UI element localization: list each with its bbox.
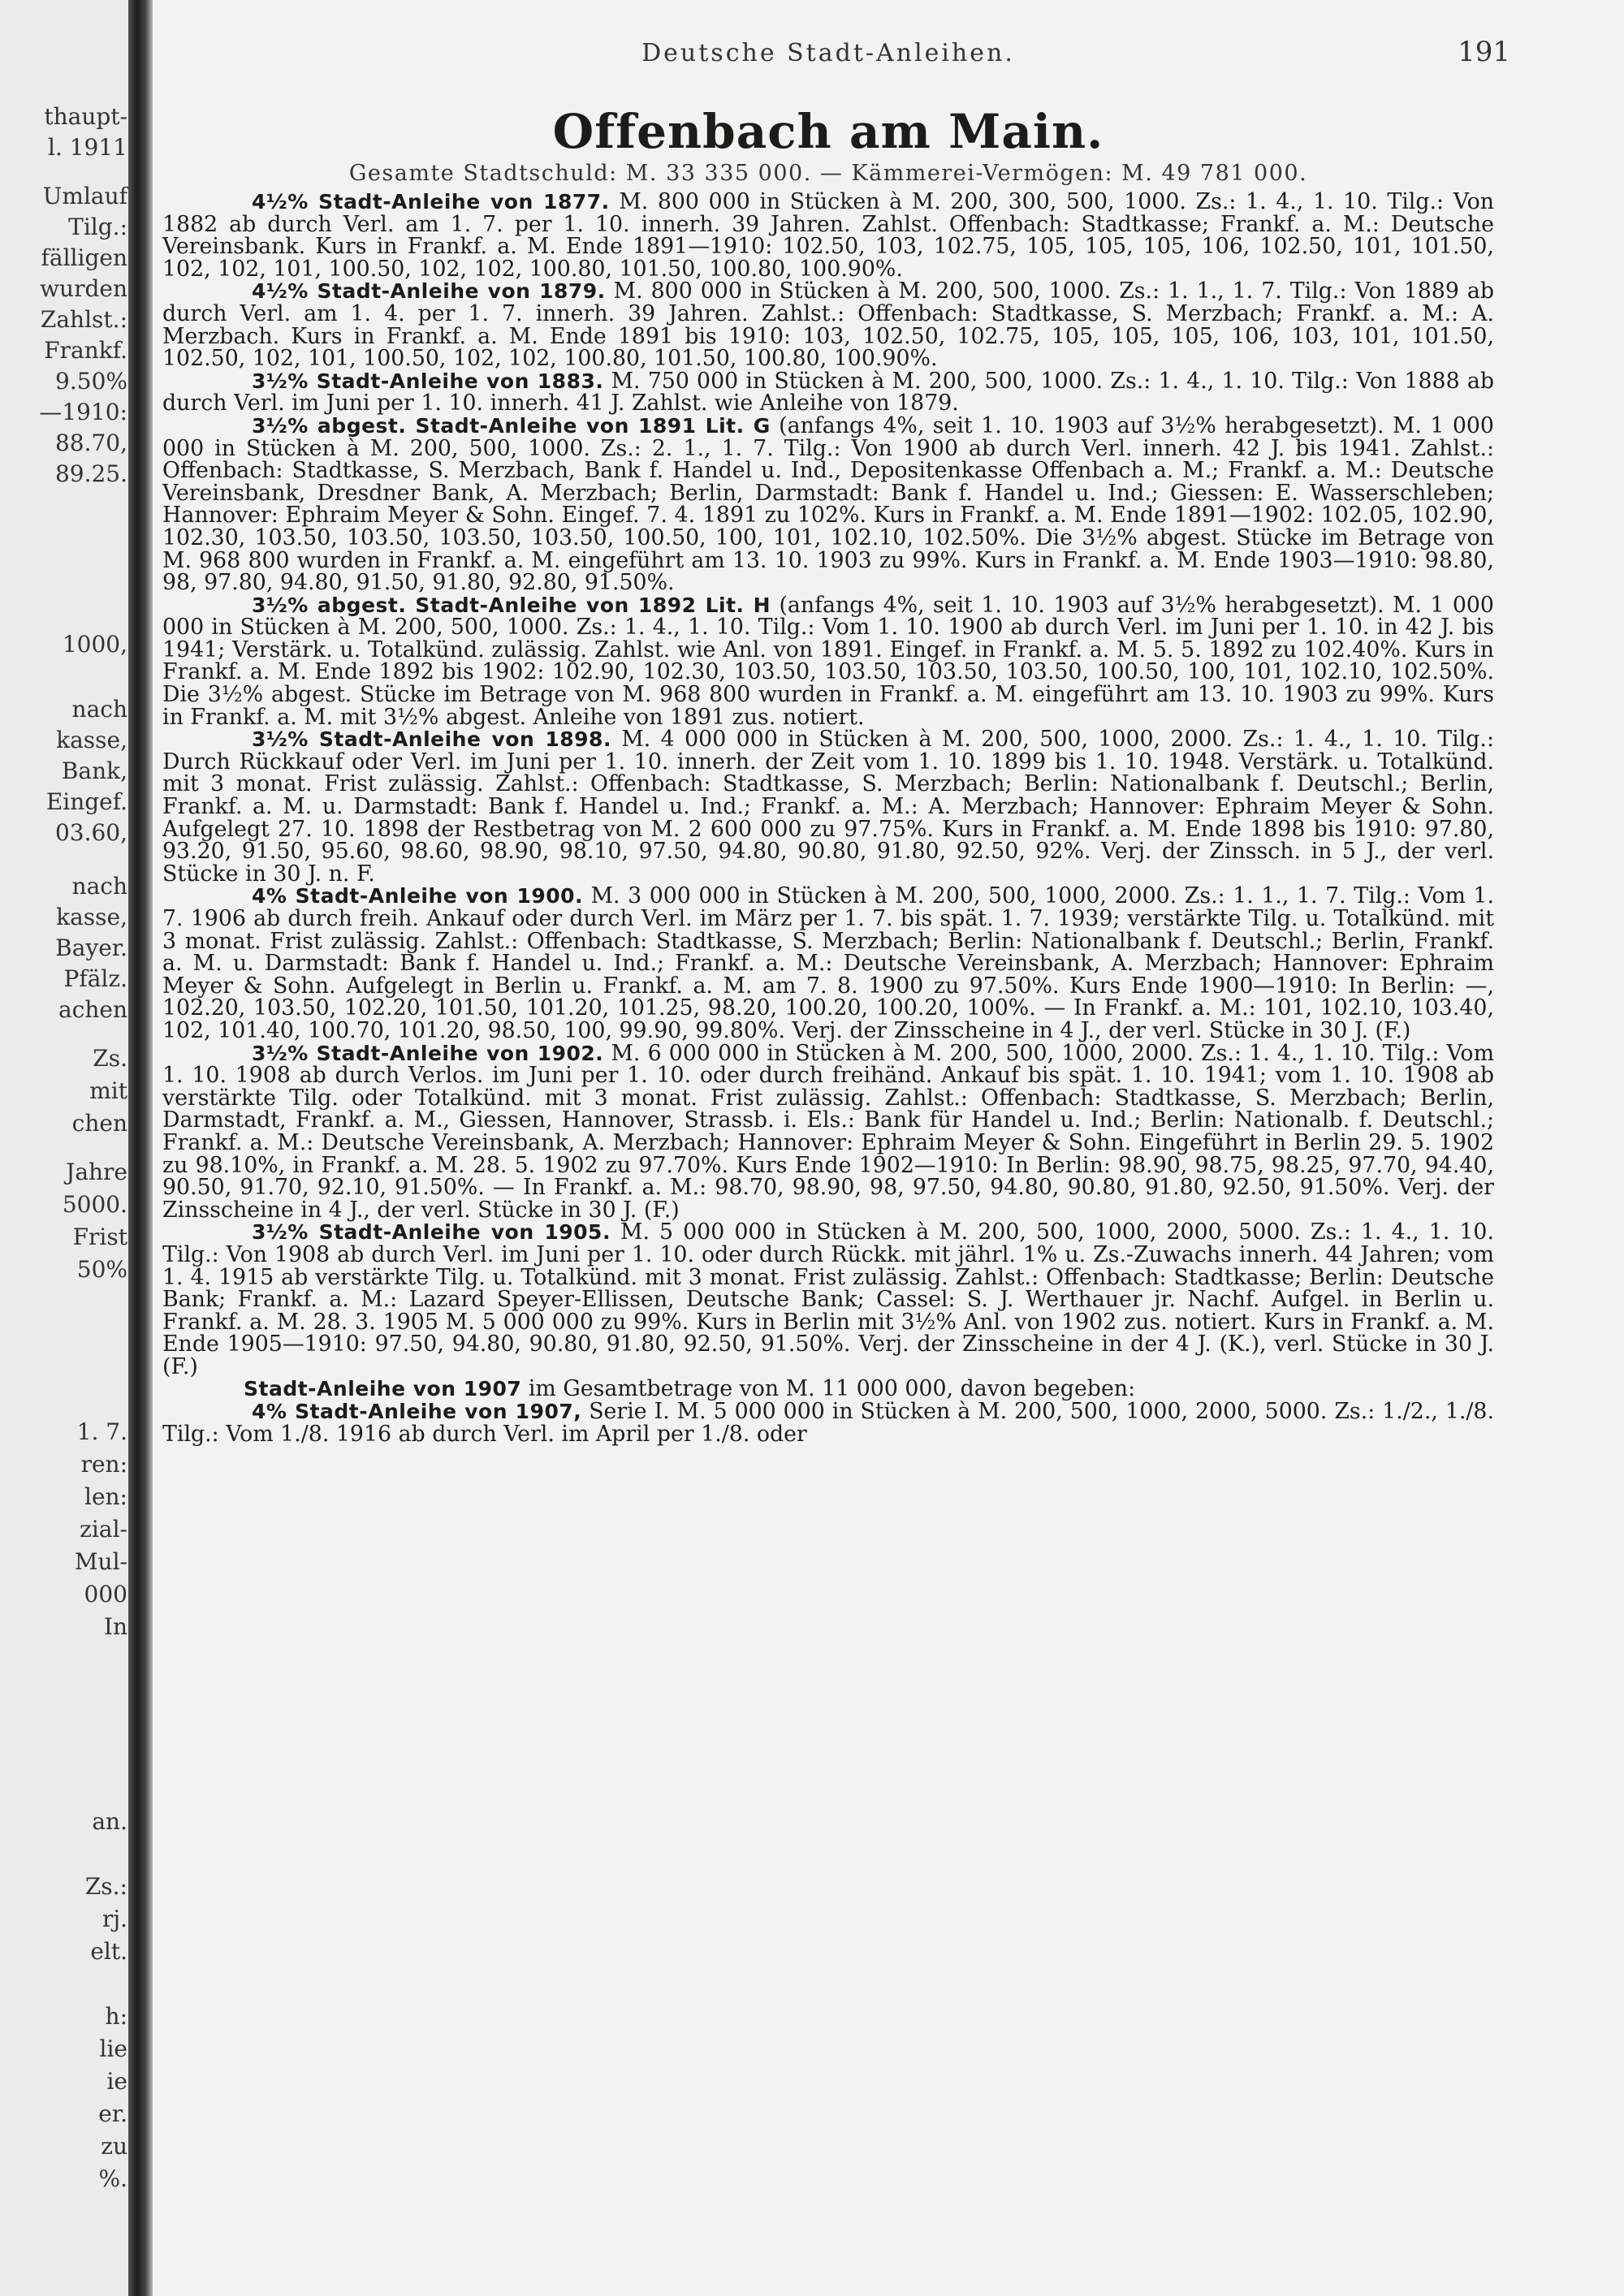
bond-entry: [162, 885, 1494, 1042]
adjacent-page-fragment: lie: [99, 2035, 127, 2062]
page-number: 191: [1458, 36, 1510, 68]
adjacent-page-fragment: er.: [98, 2100, 127, 2127]
bond-heading: 3½% abgest. Stadt-Anleihe von 1892 Lit. H: [252, 593, 771, 617]
adjacent-page-fragment: zial-: [80, 1516, 127, 1543]
adjacent-page-fragment: Bank,: [61, 757, 127, 784]
adjacent-page-fragment: zu: [101, 2133, 127, 2160]
adjacent-page-fragment: Eingef.: [45, 788, 127, 815]
bond-text: (anfangs 4%, seit 1. 10. 1903 auf 3½% herabgesetzt). M. 1 000 000 in Stücken à M. 200, 500, 1000. Zs.: 2. 1., 1. 7. Tilg.: Von 1900 ab durch Verl. innerh. 42 J. bis 1941. Zahlst.: Offenbach: Stadtkasse, S. Merzbach, Bank f. Handel u. Ind., Depositenkasse Offenbach a. M.; Frankf. a. M.: Deutsche Vereinsbank, Dresdner Bank, A. Merzbach; Berlin, Darmstadt: Bank f. Handel u. Ind.; Giessen: E. Wasserschleben; Hannover: Ephraim Meyer & Sohn. Eingef. 7. 4. 1891 zu 102%. Kurs in Frankf. a. M. Ende 1891—1902: 102.05, 102.90, 102.30, 103.50, 103.50, 103.50, 103.50, 100.50, 100, 101, 102.10, 102.50%. Die 3½% abgest. Stücke im Betrage von M. 968 800 wurden in Frankf. a. M. eingeführt am 13. 10. 1903 zu 99%. Kurs in Frankf. a. M. Ende 1903—1910: 98.80, 98, 97.80, 94.80, 91.50, 91.80, 92.80, 91.50%.: [162, 412, 1494, 596]
bond-text: M. 6 000 000 in Stücken à M. 200, 500, 1000, 2000. Zs.: 1. 4., 1. 10. Tilg.: Vom 1. 10. 1908 ab durch Verlos. im Juni per 1. 10. oder durch freihänd. Ankauf bis spät. 1. 10. 1941; vom 1. 10. 1908 ab verstärkte Tilg. oder Totalkünd. mit 3 monat. Frist zulässig. Zahlst.: Offenbach: Stadtkasse, S. Merzbach; Berlin, Darmstadt, Frankf. a. M., Giessen, Hannover, Strassb. i. Els.: Bank für Handel u. Ind.; Berlin: Nationalb. f. Deutschl.; Frankf. a. M.: Deutsche Vereinsbank, A. Merzbach; Hannover: Ephraim Meyer & Sohn. Eingeführt in Berlin 29. 5. 1902 zu 98.10%, in Frankf. a. M. 28. 5. 1902 zu 97.70%. Kurs Ende 1902—1910: In Berlin: 98.90, 98.75, 98.25, 97.70, 94.40, 90.50, 91.70, 92.10, 91.50%. — In Frankf. a. M.: 98.70, 98.90, 98, 97.50, 94.80, 90.80, 91.80, 92.50, 91.50%. Verj. der Zinsscheine in 4 J., der verl. Stücke in 30 J. (F.): [162, 1040, 1494, 1223]
adjacent-page-fragment: nach: [71, 873, 127, 900]
bond-entry: [162, 594, 1494, 729]
adjacent-page-fragment: 89.25.: [54, 460, 127, 487]
adjacent-page-fragment: 03.60,: [54, 819, 127, 846]
adjacent-page-fragment: %.: [98, 2165, 127, 2192]
bond-heading: 4½% Stadt-Anleihe von 1879.: [252, 279, 606, 304]
adjacent-page-fragment: Jahre: [66, 1159, 127, 1185]
bond-heading: 4% Stadt-Anleihe von 1900.: [252, 884, 584, 908]
adjacent-page-fragment: achen: [58, 996, 127, 1023]
adjacent-page-fragment: kasse,: [56, 727, 127, 753]
bond-heading: 4½% Stadt-Anleihe von 1877.: [252, 190, 610, 214]
bond-heading: 3½% Stadt-Anleihe von 1902.: [252, 1041, 604, 1065]
adjacent-page-fragment: 50%: [76, 1256, 127, 1283]
section-text: im Gesamtbetrage von M. 11 000 000, davon begeben:: [528, 1376, 1136, 1402]
bond-text: M. 3 000 000 in Stücken à M. 200, 500, 1000, 2000. Zs.: 1. 1., 1. 7. Tilg.: Vom 1. 7. 1906 ab durch freih. Ankauf oder durch Verl. im März per 1. 7. bis spät. 1. 7. 1939; verstärkte Tilg. u. Totalkünd. mit 3 monat. Frist zulässig. Zahlst.: Offenbach: Stadtkasse, S. Merzbach; Berlin: Nationalbank f. Deutschl.; Berlin, Frankf. a. M. u. Darmstadt: Bank f. Handel u. Ind.; Frankf. a. M.: Deutsche Vereinsbank, A. Merzbach; Hannover: Ephraim Meyer & Sohn. Aufgelegt in Berlin u. Frankf. a. M. am 7. 8. 1900 zu 97.50%. Kurs Ende 1900—1910: In Berlin: —, 102.20, 103.50, 102.20, 101.50, 101.20, 101.25, 98.20, 100.20, 100.20, 100%. — In Frankf. a. M.: 101, 102.10, 103.40, 102, 101.40, 100.70, 101.20, 98.50, 100, 99.90, 99.80%. Verj. der Zinsscheine in 4 J., der verl. Stücke in 30 J. (F.): [162, 883, 1495, 1043]
bond-text: M. 800 000 in Stücken à M. 200, 300, 500, 1000. Zs.: 1. 4., 1. 10. Tilg.: Von 1882 ab durch Verl. am 1. 7. per 1. 10. innerh. 39 Jahren. Zahlst. Offenbach: Stadtkasse; Frankf. a. M.: Deutsche Vereinsbank. Kurs in Frankf. a. M. Ende 1891—1910: 102.50, 103, 102.75, 105, 105, 105, 106, 102.50, 101, 101.50, 102, 102, 101, 100.50, 102, 102, 100.80, 101.50, 100.80, 100.90%.: [162, 189, 1494, 282]
adjacent-page-fragment: 1. 7.: [76, 1418, 127, 1445]
adjacent-page-fragment: chen: [71, 1110, 127, 1137]
adjacent-page-fragment: 88.70,: [54, 429, 127, 456]
adjacent-page-fragment: elt.: [90, 1938, 127, 1965]
adjacent-page-fragment: Frankf.: [44, 337, 127, 364]
bond-entry: [162, 1042, 1494, 1222]
bond-text: M. 800 000 in Stücken à M. 200, 500, 1000. Zs.: 1. 1., 1. 7. Tilg.: Von 1889 ab durch Verl. am 1. 4. per 1. 7. innerh. 39 Jahren. Zahlst.: Offenbach: Stadtkasse, S. Merzbach; Frankf. a. M.: A. Merzbach. Kurs in Frankf. a. M. Ende 1891 bis 1910: 103, 102.50, 102.75, 105, 105, 105, 106, 103, 101, 101.50, 102.50, 102, 101, 100.50, 102, 102, 100.80, 101.50, 100.80, 100.90%.: [162, 278, 1494, 372]
debt-summary: Gesamte Stadtschuld: M. 33 335 000. — Kämmerei-Vermögen: M. 49 781 000.: [348, 161, 1308, 186]
bond-text: Serie I. M. 5 000 000 in Stücken à M. 200, 500, 1000, 2000, 5000. Zs.: 1./2., 1./8. Tilg.: Vom 1./8. 1916 ab durch Verl. im April per 1./8. oder: [162, 1399, 1494, 1447]
adjacent-page-fragment: nach: [71, 696, 127, 723]
adjacent-page-fragment: Mul-: [74, 1548, 127, 1575]
bond-entry: [162, 412, 1494, 596]
adjacent-page-fragment: ren:: [80, 1451, 127, 1478]
adjacent-page-fragment: Tilg.:: [68, 214, 127, 240]
section-heading: Stadt-Anleihe von 1907: [244, 1377, 522, 1401]
adjacent-page-margin: [0, 0, 134, 2296]
bond-entry: [162, 728, 1494, 885]
adjacent-page-fragment: Zs.: [93, 1045, 127, 1072]
bond-heading: 4% Stadt-Anleihe von 1907,: [252, 1400, 582, 1424]
adjacent-page-fragment: thaupt-: [44, 103, 127, 130]
adjacent-page-fragment: 9.50%: [55, 368, 127, 395]
adjacent-page-fragment: 5000.: [62, 1191, 127, 1218]
bond-text: (anfangs 4%, seit 1. 10. 1903 auf 3½% herabgesetzt). M. 1 000 000 in Stücken à M. 200, 500, 1000. Zs.: 1. 4., 1. 10. Tilg.: Vom 1. 10. 1900 ab durch Verl. im Juni per 1. 10. in 42 J. bis 1941; Verstärk. u. Totalkünd. zulässig. Zahlst. wie Anl. von 1891. Eingef. in Frankf. a. M. 5. 5. 1892 zu 102.40%. Kurs in Frankf. a. M. Ende 1892 bis 1902: 102.90, 102.30, 103.50, 103.50, 103.50, 103.50, 100.50, 100, 101, 102.10, 102.50%. Die 3½% abgest. Stücke im Betrage von M. 968 800 wurden in Frankf. a. M. eingeführt am 13. 10. 1903 zu 99%. Kurs in Frankf. a. M. mit 3½% abgest. Anleihe von 1891 zus. notiert.: [162, 592, 1494, 730]
adjacent-page-fragment: kasse,: [56, 904, 127, 930]
running-head-title: Deutsche Stadt-Anleihen.: [641, 39, 1015, 67]
adjacent-page-fragment: an.: [92, 1808, 127, 1835]
adjacent-page-fragment: Bayer.: [55, 934, 127, 961]
adjacent-page-fragment: rj.: [102, 1905, 127, 1932]
adjacent-page-fragment: —1910:: [39, 399, 127, 425]
bond-heading: 3½% Stadt-Anleihe von 1905.: [252, 1220, 611, 1245]
page-content: [162, 32, 1510, 1447]
adjacent-page-fragment: len:: [84, 1483, 127, 1510]
bond-entry: [162, 370, 1494, 415]
bond-entry: [162, 1221, 1494, 1378]
adjacent-page-fragment: ie: [106, 2068, 127, 2095]
adjacent-page-fragment: mit: [89, 1077, 127, 1104]
adjacent-page-fragment: In: [103, 1613, 127, 1640]
adjacent-page-fragment: l. 1911: [47, 134, 127, 161]
book-gutter: [128, 0, 153, 2296]
adjacent-page-fragment: Umlauf: [42, 183, 127, 209]
adjacent-page-fragment: Zahlst.:: [40, 306, 127, 333]
bond-entry: [162, 191, 1494, 280]
bond-text: M. 4 000 000 in Stücken à M. 200, 500, 1000, 2000. Zs.: 1. 4., 1. 10. Tilg.: Durch Rückkauf oder Verl. im Juni per 1. 10. innerh. der Zeit vom 1. 10. 1899 bis 1. 10. 1948. Verstärk. u. Totalkünd. mit 3 monat. Frist zulässig. Zahlst.: Offenbach: Stadtkasse, S. Merzbach; Berlin: Nationalbank f. Deutschl.; Berlin, Frankf. a. M. u. Darmstadt: Bank f. Handel u. Ind.; Frankf. a. M.: A. Merzbach; Hannover: Ephraim Meyer & Sohn. Aufgelegt 27. 10. 1898 der Restbetrag von M. 2 600 000 zu 97.75%. Kurs in Frankf. a. M. Ende 1898 bis 1910: 97.80, 93.20, 91.50, 95.60, 98.60, 98.90, 98.10, 97.50, 94.80, 90.80, 91.80, 92.50, 92%. Verj. der Zinssch. in 5 J., der verl. Stücke in 30 J. n. F.: [162, 727, 1494, 887]
adjacent-page-fragment: wurden: [40, 275, 127, 302]
bond-text: M. 5 000 000 in Stücken à M. 200, 500, 1000, 2000, 5000. Zs.: 1. 4., 1. 10. Tilg.: Von 1908 ab durch Verl. im Juni per 1. 10. oder durch Rückk. mit jährl. 1% u. Zs.-Zuwachs innerh. 44 Jahren; vom 1. 4. 1915 ab verstärkte Tilg. u. Totalkünd. mit 3 monat. Frist zulässig. Zahlst.: Offenbach: Stadtkasse; Berlin: Deutsche Bank; Frankf. a. M.: Lazard Speyer-Ellissen, Deutsche Bank; Cassel: S. J. Werthauer jr. Nachf. Aufgel. in Berlin u. Frankf. a. M. 28. 3. 1905 M. 5 000 000 zu 99%. Kurs in Berlin mit 3½% Anl. von 1902 zus. notiert. Kurs in Frankf. a. M. Ende 1905—1910: 97.50, 94.80, 90.80, 91.80, 92.50, 91.50%. Verj. der Zinsscheine in der 4 J. (K.), verl. Stücke in 30 J. (F.): [162, 1219, 1494, 1379]
adjacent-page-fragment: Zs.:: [84, 1873, 127, 1900]
bond-entry: [162, 1400, 1494, 1445]
adjacent-page-fragment: fälligen: [41, 244, 127, 271]
bond-entry: [162, 278, 1494, 372]
running-head: [162, 32, 1510, 81]
bond-text: M. 750 000 in Stücken à M. 200, 500, 1000. Zs.: 1. 4., 1. 10. Tilg.: Von 1888 ab durch Verl. im Juni per 1. 10. innerh. 41 J. Zahlst. wie Anleihe von 1879.: [162, 368, 1494, 416]
bond-heading: 3½% Stadt-Anleihe von 1883.: [252, 369, 604, 393]
bond-heading: 3½% abgest. Stadt-Anleihe von 1891 Lit. G: [252, 413, 771, 438]
adjacent-page-fragment: Frist: [72, 1224, 127, 1250]
bond-entries: [162, 191, 1494, 1445]
adjacent-page-fragment: Pfälz.: [63, 965, 127, 992]
city-heading: Offenbach am Main.: [552, 104, 1104, 159]
bond-heading: 3½% Stadt-Anleihe von 1898.: [252, 727, 611, 752]
adjacent-page-fragment: h:: [105, 2003, 127, 2030]
adjacent-page-fragment: 1000,: [62, 631, 127, 658]
section-1907: [162, 1378, 1494, 1400]
adjacent-page-fragment: 000: [84, 1581, 127, 1608]
